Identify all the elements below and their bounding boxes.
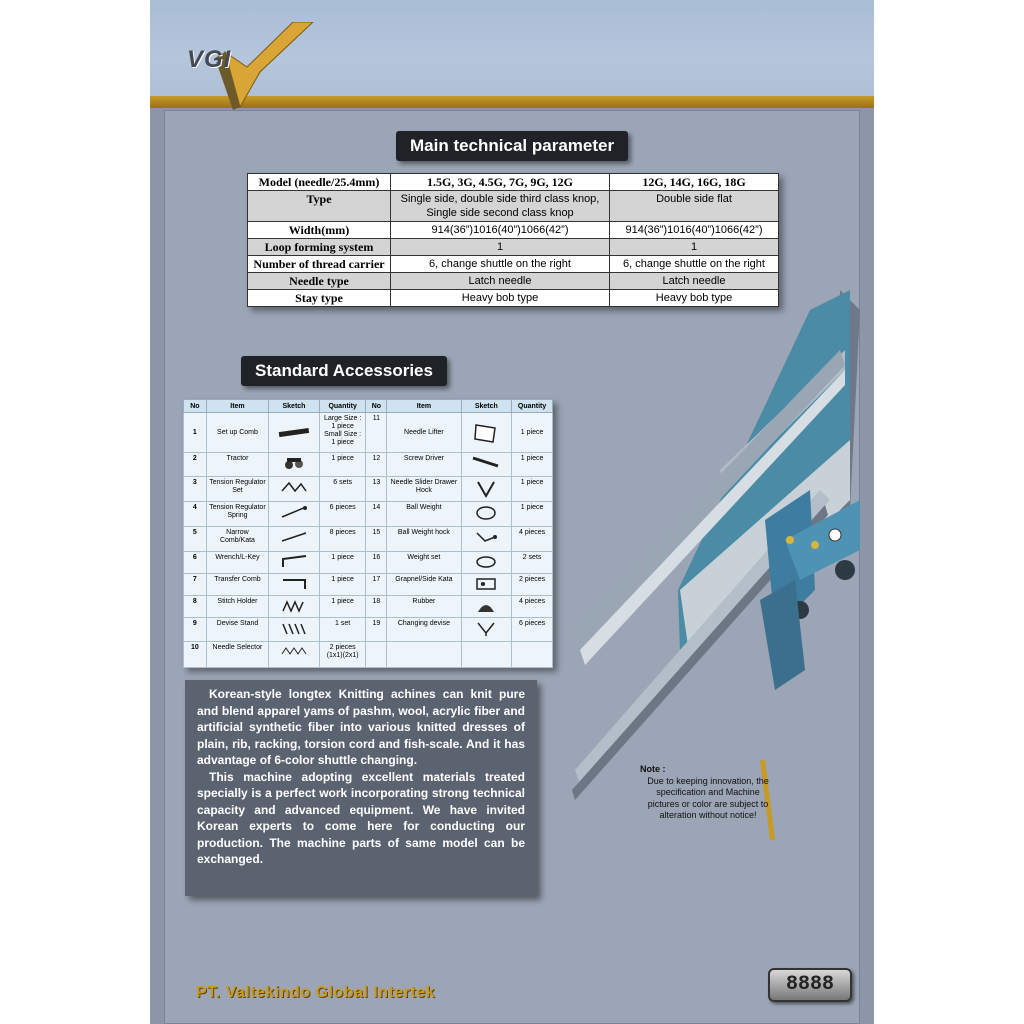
sketch — [269, 574, 320, 596]
item-no — [366, 642, 387, 668]
item-qty: 1 piece — [512, 413, 553, 453]
transfer-comb-icon — [279, 576, 309, 592]
sketch — [269, 413, 320, 453]
item-qty: 1 piece — [319, 453, 366, 477]
rubber-icon — [473, 598, 499, 614]
sketch — [269, 502, 320, 527]
model-label: Model (needle/25.4mm) — [248, 174, 391, 191]
item-name: Devise Stand — [206, 618, 268, 642]
spring-icon — [279, 504, 309, 520]
row-label: Needle type — [248, 273, 391, 290]
item-no: 14 — [366, 502, 387, 527]
item-name: Wrench/L-Key — [206, 552, 268, 574]
table-row — [184, 618, 553, 642]
description-box — [185, 680, 537, 896]
col-header: Item — [206, 400, 268, 413]
table-row — [184, 502, 553, 527]
row-label: Stay type — [248, 290, 391, 307]
col-header: Sketch — [461, 400, 512, 413]
col-header: Quantity — [319, 400, 366, 413]
table-row — [184, 413, 553, 453]
item-no: 8 — [184, 596, 207, 618]
item-no: 12 — [366, 453, 387, 477]
sketch — [461, 618, 512, 642]
row-col1: Heavy bob type — [391, 290, 610, 307]
row-col1: Latch needle — [391, 273, 610, 290]
item-name: Changing devise — [387, 618, 461, 642]
item-name: Weight set — [387, 552, 461, 574]
row-col2: Latch needle — [610, 273, 779, 290]
table-row — [184, 527, 553, 552]
table-header-row — [184, 400, 553, 413]
technical-parameter-table — [247, 173, 779, 307]
item-name: Ball Weight — [387, 502, 461, 527]
row-col1: 1 — [391, 239, 610, 256]
item-no: 19 — [366, 618, 387, 642]
row-col1: Single side, double side third class knop, Single side second class knop — [391, 191, 610, 222]
item-name: Needle Lifter — [387, 413, 461, 453]
ball-weight-icon — [473, 504, 499, 522]
stitch-holder-icon — [279, 598, 309, 614]
item-name: Rubber — [387, 596, 461, 618]
item-qty: 2 pieces (1x1)(2x1) — [319, 642, 366, 668]
col-header: Quantity — [512, 400, 553, 413]
item-name: Needle Selector — [206, 642, 268, 668]
changing-devise-icon — [473, 620, 499, 638]
tractor-icon — [281, 455, 307, 471]
table-row — [248, 191, 779, 222]
row-col2: 6, change shuttle on the right — [610, 256, 779, 273]
sketch — [461, 453, 512, 477]
item-no: 17 — [366, 574, 387, 596]
item-qty: 1 piece — [319, 596, 366, 618]
sketch — [461, 527, 512, 552]
devise-stand-icon — [279, 620, 309, 638]
col-header: Sketch — [269, 400, 320, 413]
item-no: 16 — [366, 552, 387, 574]
description-paragraph: Korean-style longtex Knitting achines can knit pure and blend apparel yams of pashm, wool, acrylic fiber and artificial synthetic fiber into various knitted dresses of plain, rib, racking, torsion cord and fish-scale. And it has advantage of 6-color shuttle changing. — [197, 687, 525, 767]
item-name: Set up Comb — [206, 413, 268, 453]
model-col1: 1.5G, 3G, 4.5G, 7G, 9G, 12G — [391, 174, 610, 191]
item-no: 18 — [366, 596, 387, 618]
brochure-page — [150, 0, 874, 1024]
wrench-icon — [279, 554, 309, 570]
row-label: Number of thread carrier — [248, 256, 391, 273]
item-no: 15 — [366, 527, 387, 552]
table-row — [248, 273, 779, 290]
badge-8888: 8888 — [768, 968, 852, 1002]
item-no: 10 — [184, 642, 207, 668]
item-qty: 2 pieces — [512, 574, 553, 596]
item-name: Ball Weight hock — [387, 527, 461, 552]
item-name: Stitch Holder — [206, 596, 268, 618]
screwdriver-icon — [470, 455, 502, 469]
item-name: Tension Regulator Set — [206, 477, 268, 502]
item-no: 5 — [184, 527, 207, 552]
table-row — [184, 574, 553, 596]
sketch — [461, 574, 512, 596]
item-qty: 8 pieces — [319, 527, 366, 552]
item-no: 7 — [184, 574, 207, 596]
item-qty — [512, 642, 553, 668]
sketch — [269, 552, 320, 574]
item-name — [387, 642, 461, 668]
table-row — [248, 174, 779, 191]
sketch — [461, 502, 512, 527]
sketch — [269, 453, 320, 477]
note-title: Note : — [640, 764, 666, 774]
item-qty: 1 set — [319, 618, 366, 642]
item-qty: Large Size : 1 piece Small Size : 1 piece — [319, 413, 366, 453]
note-box — [640, 764, 776, 822]
note-text: Due to keeping innovation, the specification and Machine pictures or color are subject to alteration without notice! — [647, 775, 769, 820]
item-no: 11 — [366, 413, 387, 453]
row-col2: Double side flat — [610, 191, 779, 222]
sketch — [461, 552, 512, 574]
narrow-comb-icon — [279, 529, 309, 545]
sketch — [269, 642, 320, 668]
row-col2: Heavy bob type — [610, 290, 779, 307]
table-row — [248, 222, 779, 239]
item-qty: 6 pieces — [319, 502, 366, 527]
sketch — [461, 477, 512, 502]
main-technical-title: Main technical parameter — [396, 131, 628, 161]
table-row — [248, 256, 779, 273]
comb-icon — [277, 427, 311, 439]
item-no: 1 — [184, 413, 207, 453]
item-name: Narrow Comb/Kata — [206, 527, 268, 552]
company-name: PT. Valtekindo Global Intertek — [196, 984, 436, 1001]
table-row — [184, 642, 553, 668]
row-col1: 6, change shuttle on the right — [391, 256, 610, 273]
drawer-hook-icon — [473, 479, 499, 499]
item-no: 3 — [184, 477, 207, 502]
col-header: No — [184, 400, 207, 413]
row-col2: 914(36”)1016(40”)1066(42”) — [610, 222, 779, 239]
row-col2: 1 — [610, 239, 779, 256]
item-name: Needle Slider Drawer Hock — [387, 477, 461, 502]
item-no: 9 — [184, 618, 207, 642]
table-row — [184, 453, 553, 477]
sketch — [461, 413, 512, 453]
tension-regulator-icon — [279, 479, 309, 495]
accessories-table — [183, 399, 553, 668]
standard-accessories-title: Standard Accessories — [241, 356, 447, 386]
item-qty: 2 sets — [512, 552, 553, 574]
sketch — [461, 642, 512, 668]
row-col1: 914(36”)1016(40”)1066(42”) — [391, 222, 610, 239]
item-no: 4 — [184, 502, 207, 527]
vgi-logo — [185, 22, 325, 112]
sketch — [269, 618, 320, 642]
item-name: Grapnel/Side Kata — [387, 574, 461, 596]
item-qty: 1 piece — [319, 552, 366, 574]
item-no: 2 — [184, 453, 207, 477]
col-header: No — [366, 400, 387, 413]
item-no: 13 — [366, 477, 387, 502]
table-row — [184, 596, 553, 618]
sketch — [269, 477, 320, 502]
needle-selector-icon — [279, 644, 309, 658]
row-label: Loop forming system — [248, 239, 391, 256]
item-no: 6 — [184, 552, 207, 574]
row-label: Type — [248, 191, 391, 222]
needle-lifter-icon — [473, 422, 499, 444]
table-row — [248, 239, 779, 256]
item-qty: 1 piece — [319, 574, 366, 596]
table-row — [184, 552, 553, 574]
row-label: Width(mm) — [248, 222, 391, 239]
item-name: Screw Driver — [387, 453, 461, 477]
logo-text: VGI — [187, 46, 232, 73]
item-name: Tension Regulator Spring — [206, 502, 268, 527]
item-qty: 1 piece — [512, 502, 553, 527]
item-qty: 4 pieces — [512, 527, 553, 552]
item-qty: 1 piece — [512, 477, 553, 502]
sketch — [269, 527, 320, 552]
item-name: Tractor — [206, 453, 268, 477]
item-name: Transfer Comb — [206, 574, 268, 596]
item-qty: 6 sets — [319, 477, 366, 502]
item-qty: 4 pieces — [512, 596, 553, 618]
weight-hook-icon — [473, 529, 499, 545]
table-row — [184, 477, 553, 502]
col-header: Item — [387, 400, 461, 413]
item-qty: 6 pieces — [512, 618, 553, 642]
grapnel-icon — [473, 576, 499, 592]
sketch — [269, 596, 320, 618]
model-col2: 12G, 14G, 16G, 18G — [610, 174, 779, 191]
item-qty: 1 piece — [512, 453, 553, 477]
weight-set-icon — [473, 554, 499, 570]
description-paragraph: This machine adopting excellent materials treated specially is a perfect work incorporating strong technical capacity and advanced equipment. We have invited Korean experts to come here for conducting our production. The machine parts of same model can be exchanged. — [197, 769, 525, 866]
sketch — [461, 596, 512, 618]
